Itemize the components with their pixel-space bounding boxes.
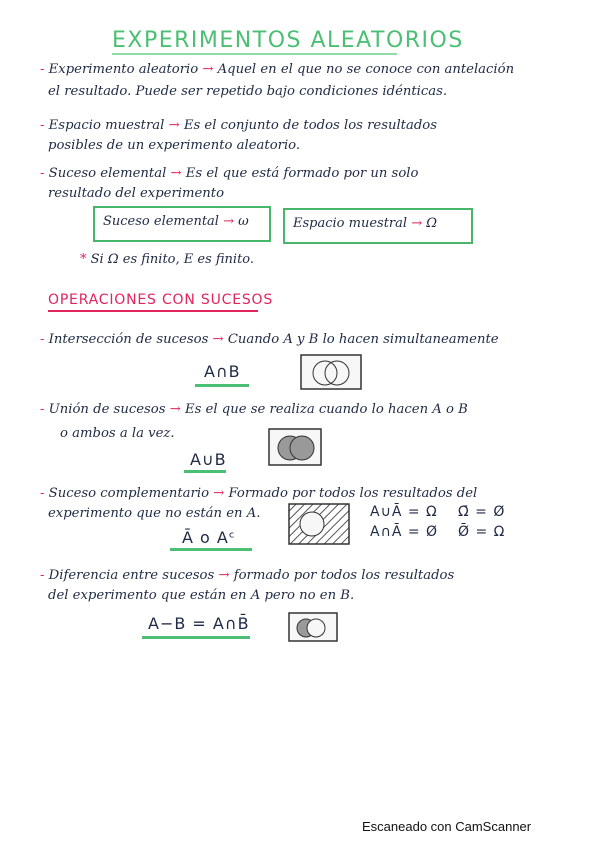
definition-experimento — [40, 60, 514, 80]
op-interseccion — [40, 330, 499, 350]
complement-rule-1: A∪Ā = Ω — [370, 504, 438, 520]
op-complementario — [40, 484, 477, 504]
formula-underline — [195, 384, 249, 387]
union-text-2: o ambos a la vez. — [60, 426, 175, 441]
suceso-text-1: Es el que está formado por un solo — [185, 166, 419, 181]
arrow-icon: → — [202, 62, 214, 77]
scanner-watermark: Escaneado con CamScanner — [362, 819, 532, 834]
bullet-dash: - — [40, 402, 45, 417]
bullet-dash: - — [40, 166, 45, 181]
interseccion-term: Intersección de sucesos — [48, 332, 209, 347]
title-underline — [112, 53, 397, 55]
arrow-icon: → — [212, 332, 224, 347]
arrow-icon: → — [169, 402, 181, 417]
complementario-text-2: experimento que no están en A. — [48, 506, 261, 521]
diferencia-term: Diferencia entre sucesos — [48, 568, 215, 583]
set-b-circle — [307, 619, 325, 637]
interseccion-formula: A∩B — [204, 362, 241, 381]
formula-underline — [184, 470, 226, 473]
venn-interseccion-diagram — [300, 354, 362, 390]
arrow-icon: → — [168, 118, 180, 133]
box1-term: Suceso elemental — [103, 214, 219, 229]
union-text-1: Es el que se realiza cuando lo hacen A o B — [184, 402, 468, 417]
star-icon: * — [80, 252, 87, 267]
espacio-term: Espacio muestral — [48, 118, 165, 133]
venn-difference-diagram — [288, 612, 338, 642]
arrow-icon: → — [213, 486, 225, 501]
set-b-circle — [290, 436, 314, 460]
op-union — [40, 400, 468, 420]
box1-symbol: ω — [238, 214, 249, 229]
bullet-dash: - — [40, 118, 45, 133]
complementario-formula: Ā o Aᶜ — [182, 528, 236, 547]
formula-underline — [142, 636, 250, 639]
arrow-icon: → — [218, 568, 230, 583]
arrow-icon: → — [411, 216, 423, 231]
complementario-text-1: Formado por todos los resultados del — [228, 486, 478, 501]
bullet-dash: - — [40, 332, 45, 347]
union-term: Unión de sucesos — [48, 402, 166, 417]
finite-note-text: Si Ω es finito, E es finito. — [90, 252, 255, 267]
diferencia-text-2: del experimento que están en A pero no en B. — [48, 588, 355, 603]
set-a-circle — [300, 512, 324, 536]
op-diferencia — [40, 566, 454, 586]
complement-rule-2: A∩Ā = Ø — [370, 524, 439, 540]
interseccion-text: Cuando A y B lo hacen simultaneamente — [227, 332, 499, 347]
box-espacio-muestral — [283, 208, 473, 244]
diferencia-formula: A−B = A∩B̄ — [148, 614, 250, 633]
bullet-dash: - — [40, 568, 45, 583]
venn-complement-diagram — [288, 503, 350, 545]
union-formula: A∪B — [190, 450, 227, 469]
operations-heading: OPERACIONES CON SUCESOS — [48, 292, 274, 308]
espacio-text-2: posibles de un experimento aleatorio. — [48, 138, 301, 153]
arrow-icon: → — [170, 166, 182, 181]
suceso-text-2: resultado del experimento — [48, 186, 225, 201]
complement-rule-4: Ø̄ = Ω — [458, 524, 506, 540]
experimento-term: Experimento aleatorio — [48, 62, 199, 77]
page-title: EXPERIMENTOS ALEATORIOS — [112, 28, 464, 53]
box2-symbol: Ω — [426, 216, 438, 231]
definition-suceso — [40, 164, 418, 184]
diferencia-text-1: formado por todos los resultados — [233, 568, 455, 583]
bullet-dash: - — [40, 486, 45, 501]
finite-note — [80, 252, 254, 267]
arrow-icon: → — [223, 214, 234, 229]
definition-espacio — [40, 116, 437, 136]
experimento-text-2: el resultado. Puede ser repetido bajo condiciones idénticas. — [48, 84, 448, 99]
venn-union-diagram — [268, 428, 322, 466]
complementario-term: Suceso complementario — [48, 486, 210, 501]
formula-underline — [170, 548, 252, 551]
operations-heading-underline — [48, 310, 258, 312]
bullet-dash: - — [40, 62, 45, 77]
box-suceso-elemental — [93, 206, 271, 242]
suceso-term: Suceso elemental — [48, 166, 167, 181]
box2-term: Espacio muestral — [293, 216, 408, 231]
complement-rule-3: Ω̄ = Ø — [458, 504, 506, 520]
experimento-text-1: Aquel en el que no se conoce con antelación — [217, 62, 515, 77]
espacio-text-1: Es el conjunto de todos los resultados — [183, 118, 437, 133]
